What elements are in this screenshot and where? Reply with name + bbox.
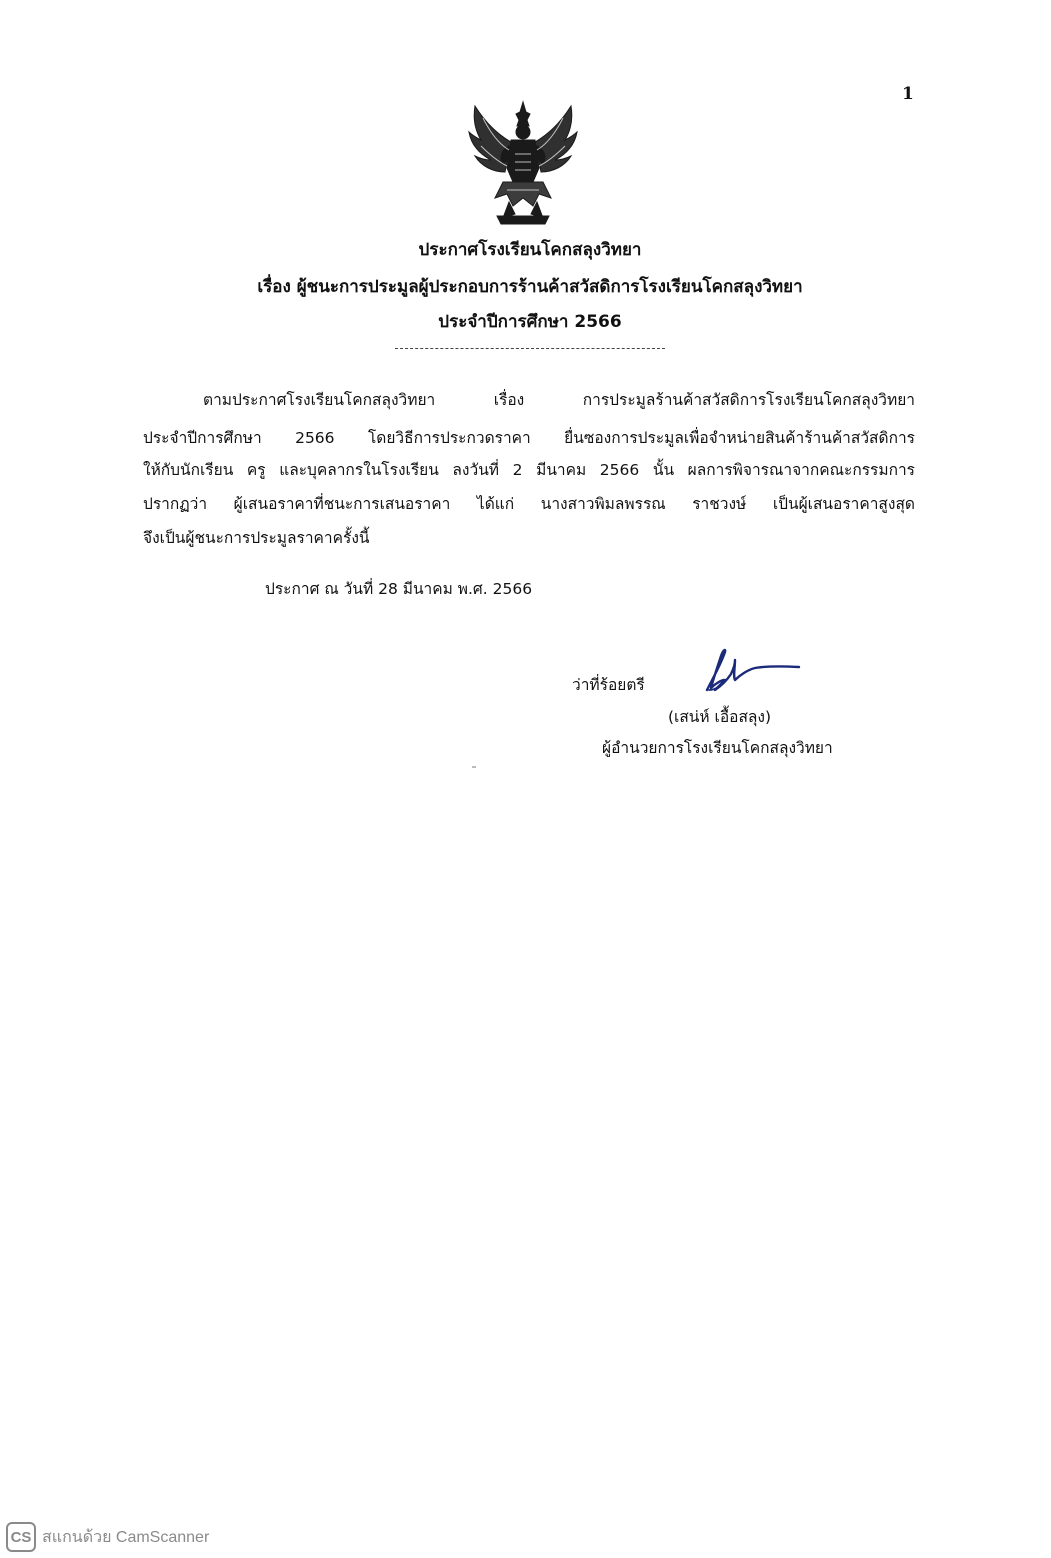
body-paragraph-line: จึงเป็นผู้ชนะการประมูลราคาครั้งนี้ <box>143 529 370 547</box>
camscanner-watermark <box>6 1522 209 1552</box>
camscanner-logo-icon: CS <box>6 1522 36 1552</box>
body-paragraph-line: ให้กับนักเรียน ครู และบุคลากรในโรงเรียน ลงวันที่ 2 มีนาคม 2566 นั้น ผลการพิจารณาจากคณะกรรมการ <box>143 461 915 479</box>
body-paragraph-line: ปรากฏว่า ผู้เสนอราคาที่ชนะการเสนอราคา ได้แก่ นางสาวพิมลพรรณ ราชวงษ์ เป็นผู้เสนอราคาสูงสุด <box>143 495 915 513</box>
divider <box>395 348 665 349</box>
announcement-date: ประกาศ ณ วันที่ 28 มีนาคม พ.ศ. 2566 <box>265 580 533 598</box>
camscanner-text: สแกนด้วย CamScanner <box>42 1528 210 1546</box>
announcement-subject: เรื่อง ผู้ชนะการประมูลผู้ประกอบการร้านค้าสวัสดิการโรงเรียนโคกสลุงวิทยา <box>257 277 803 297</box>
scan-speck <box>472 766 476 768</box>
signer-rank: ว่าที่ร้อยตรี <box>572 676 645 694</box>
signer-name: (เสน่ห์ เอื้อสลุง) <box>668 708 772 726</box>
body-paragraph-line: ประจำปีการศึกษา 2566 โดยวิธีการประกวดราคา ยื่นซองการประมูลเพื่อจำหน่ายสินค้าร้านค้าสวัสดิการ <box>143 429 915 447</box>
announcement-title: ประกาศโรงเรียนโคกสลุงวิทยา <box>418 240 642 260</box>
body-paragraph-line: ตามประกาศโรงเรียนโคกสลุงวิทยา เรื่อง การประมูลร้านค้าสวัสดิการโรงเรียนโคกสลุงวิทยา <box>203 391 915 409</box>
academic-year-line: ประจำปีการศึกษา 2566 <box>438 312 622 332</box>
garuda-emblem-icon <box>463 98 583 226</box>
handwritten-signature <box>695 640 805 700</box>
page-number: 1 <box>902 84 914 104</box>
signer-position: ผู้อำนวยการโรงเรียนโคกสลุงวิทยา <box>602 739 833 757</box>
